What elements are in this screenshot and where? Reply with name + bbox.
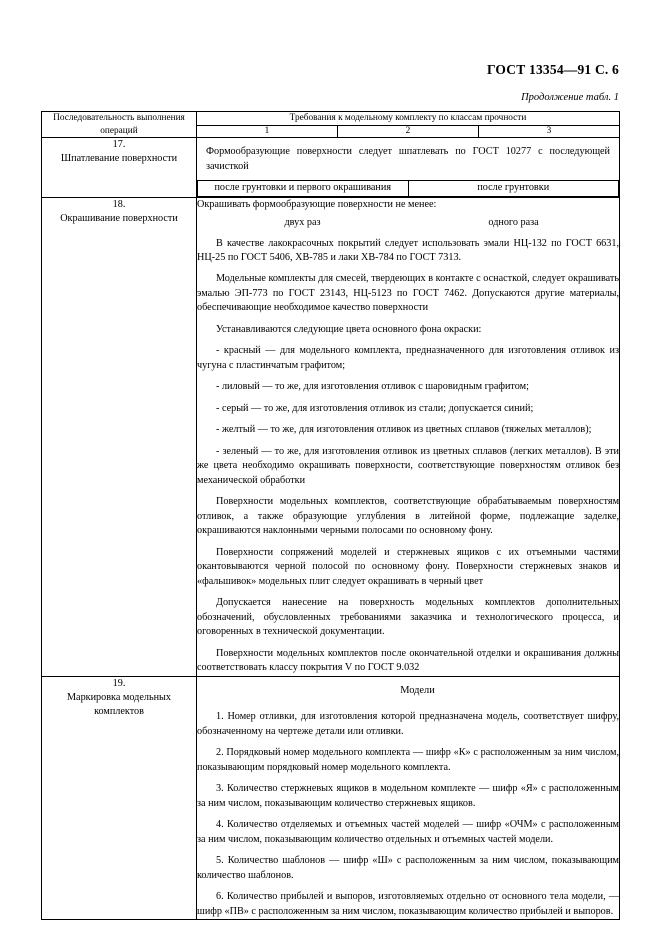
column-header-requirements: Требования к модельному комплекту по классам прочности	[197, 112, 620, 126]
requirement-17-split-right: после грунтовки	[408, 181, 619, 196]
requirement-18-paragraph-7: - желтый — то же, для изготовления отливок из цветных сплавов (тяжелых металлов);	[216, 424, 592, 436]
requirement-cell-19	[197, 676, 620, 920]
page-header-standard: ГОСТ 13354—91 С. 6	[486, 62, 619, 77]
requirement-18-paragraph-2: Модельные комплекты для смесей, твердеющих в контакте с оснасткой, следует окрашивать эмалью ЭП-773 по ГОСТ 23143, НЦ-5123 по ГОСТ 7462. Допускаются другие материалы, обеспечивающие необходимое качество поверхности	[197, 273, 620, 314]
requirement-18-paragraph-6: - серый — то же, для изготовления отливок из стали; допускается синий;	[216, 402, 534, 414]
table-header-row	[42, 112, 620, 126]
requirement-19-paragraph-1: 1. Номер отливки, для изготовления которой предназначена модель, соответствует шифру, обозначенному на чертеже детали или отливки.	[197, 711, 620, 737]
table-continuation-note: Продолжение табл. 1	[521, 92, 619, 103]
requirement-18-lead: Окрашивать формообразующие поверхности не менее:	[197, 198, 437, 210]
requirement-cell-18	[197, 197, 620, 676]
requirement-18-paragraph-3: Устанавливаются следующие цвета основного фона окраски:	[216, 323, 482, 335]
table-row	[42, 197, 620, 676]
operation-name-19: Маркировка модельных комплектов	[66, 691, 171, 718]
requirement-17-paragraph-1: Формообразующие поверхности следует шпатлевать по ГОСТ 10277 с последующей зачисткой	[206, 146, 611, 172]
requirement-19-subtitle: Модели	[400, 684, 435, 696]
requirement-19-paragraph-3: 3. Количество стержневых ящиков в модельном комплекте — шифр «Я» с расположенным за ним числом, показывающим количество стержневых ящиков.	[197, 783, 620, 809]
requirement-18-paragraph-8: - зеленый — то же, для изготовления отливок из цветных сплавов (легких металлов). В эти же цвета необходимо окрашивать поверхности, соответствующие поверхностям отливок без механической обработки	[197, 445, 620, 486]
requirement-18-paragraph-4: - красный — для модельного комплекта, предназначенного для изготовления отливок из чугуна с пластинчатым графитом;	[197, 345, 620, 371]
requirement-18-two-column-line	[197, 214, 619, 236]
requirement-18-paragraph-11: Допускается нанесение на поверхность модельных комплектов дополнительных обозначений, обусловленных требованиями заказчика и технологического процесса, и оговоренных в технической документации.	[197, 597, 620, 638]
operation-cell-17	[42, 138, 197, 197]
operation-name-18: Окрашивание поверхности	[60, 212, 178, 224]
operation-number-19: 19.	[112, 677, 126, 689]
requirement-19-paragraph-5: 5. Количество шаблонов — шифр «Ш» с расположенным за ним числом, показывающим количество шаблонов.	[197, 855, 620, 881]
requirement-19-paragraph-4: 4. Количество отделяемых и отъемных частей моделей — шифр «ОЧМ» с расположенным за ним числом, показывающим количество отдельных и отъемных частей модели.	[197, 819, 620, 845]
operation-number-17: 17.	[112, 139, 126, 151]
requirement-18-col-right: одного раза	[488, 217, 539, 229]
operation-number-18: 18.	[112, 198, 126, 210]
requirement-18-paragraph-9: Поверхности модельных комплектов, соответствующие обрабатываемым поверхностям отливок, а также образующие углубления в литейной форме, подлежащие заделке, окрашиваются наклонными черными полосами по основному фону.	[197, 496, 620, 537]
requirement-18-paragraph-12: Поверхности модельных комплектов после окончательной отделки и окрашивания должны соответствовать классу покрытия V по ГОСТ 9.032	[197, 647, 620, 674]
requirement-18-paragraph-10: Поверхности сопряжений моделей и стержневых ящиков с их отъемными частями окантовываются черной полосой по основному фону. Поверхности стержневых знаков и «фальшивок» модельных плит следует окрашивать в черный цвет	[197, 546, 620, 587]
requirement-19-paragraph-2: 2. Порядковый номер модельного комплекта — шифр «К» с расположенным за ним числом, показывающим порядковый номер модельного комплекта.	[197, 747, 620, 773]
requirement-18-col-left: двух раз	[284, 217, 321, 229]
requirements-table	[41, 111, 620, 920]
operation-cell-19	[42, 676, 197, 920]
column-header-class-1: 1	[197, 126, 338, 138]
requirement-18-paragraph-5: - лиловый — то же, для изготовления отливок с шаровидным графитом;	[216, 381, 529, 393]
table-row	[42, 676, 620, 920]
column-header-class-3: 3	[479, 126, 620, 138]
operation-cell-18	[42, 197, 197, 676]
requirement-18-paragraph-1: В качестве лакокрасочных покрытий следует использовать эмали НЦ-132 по ГОСТ 6631, НЦ-25 по ГОСТ 5406, ХВ-785 и лаки ХВ-784 по ГОСТ 7313.	[197, 237, 620, 263]
column-header-class-2: 2	[338, 126, 479, 138]
column-header-operations: Последовательность выполнения операций	[42, 112, 197, 138]
requirement-19-paragraph-6: 6. Количество прибылей и выпоров, изготовляемых отдельно от основного тела модели, — шифр «ПВ» с расположенным за ним числом, показывающим количество прибылей и выпоров.	[197, 891, 620, 917]
operation-name-17: Шпатлевание поверхности	[60, 153, 178, 165]
requirement-17-split-left: после грунтовки и первого окрашивания	[198, 181, 409, 196]
requirement-cell-17	[197, 138, 620, 197]
table-row	[42, 138, 620, 197]
